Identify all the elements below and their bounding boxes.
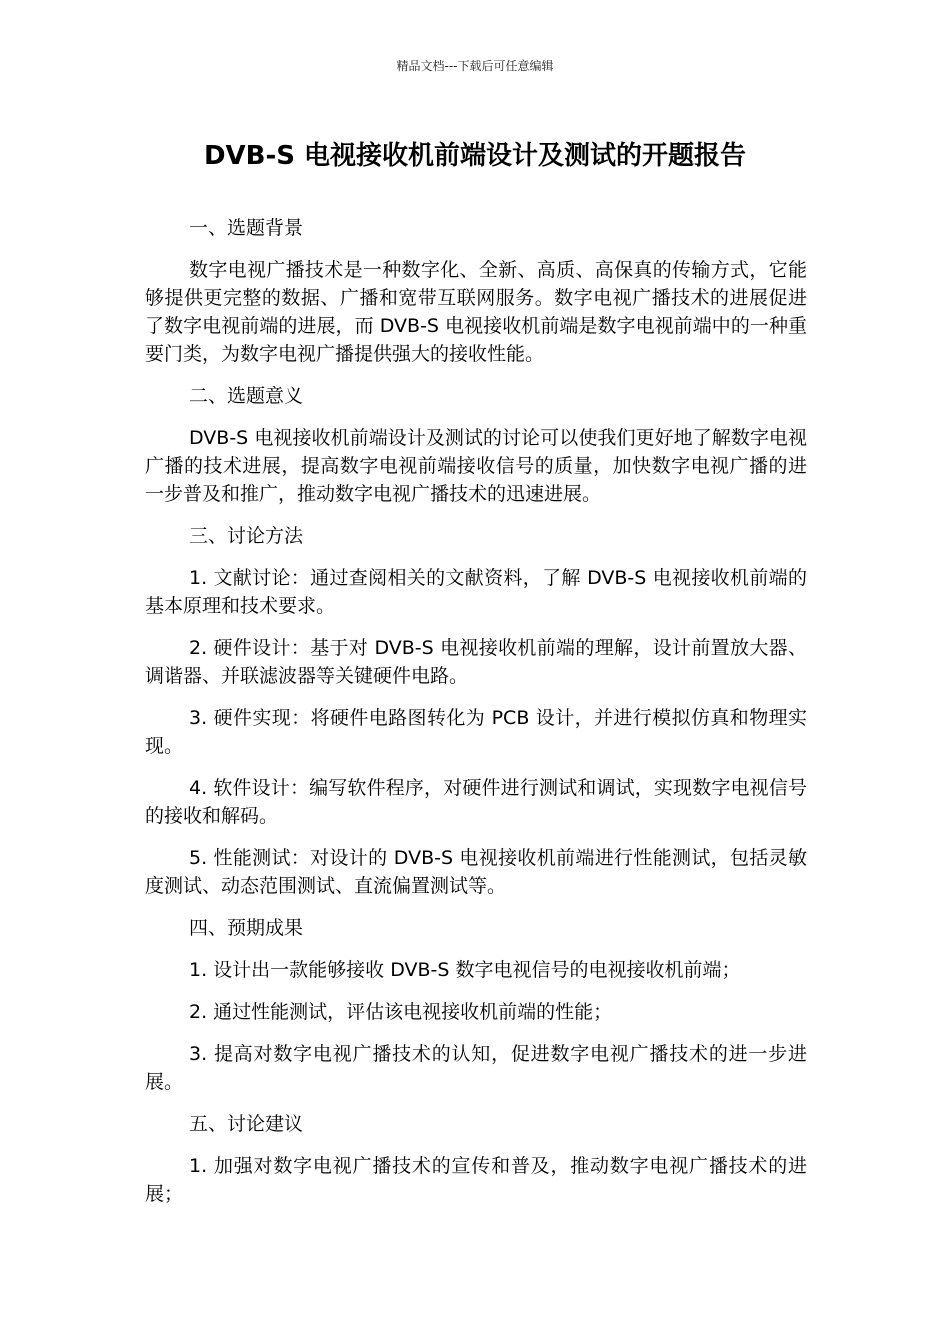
paragraph: 数字电视广播技术是一种数字化、全新、高质、高保真的传输方式，它能够提供更完整的数据、广播和宽带互联网服务。数字电视广播技术的进展促进了数字电视前端的进展，而 DVB-S 电视接收机前端是数字电视前端中的一种重要门类，为数字电视广播提供强大的接收性能。 bbox=[145, 259, 807, 365]
list-item: 2. 通过性能测试，评估该电视接收机前端的性能； bbox=[189, 1001, 613, 1023]
list-item: 1. 加强对数字电视广播技术的宣传和普及，推动数字电视广播技术的进展； bbox=[145, 1155, 807, 1205]
section-heading: 四、预期成果 bbox=[189, 917, 304, 939]
list-item: 4. 软件设计：编写软件程序，对硬件进行测试和调试，实现数字电视信号的接收和解码。 bbox=[145, 777, 807, 827]
document-title: DVB-S 电视接收机前端设计及测试的开题报告 bbox=[203, 141, 747, 171]
list-item: 3. 硬件实现：将硬件电路图转化为 PCB 设计，并进行模拟仿真和物理实现。 bbox=[145, 707, 807, 757]
list-item: 1. 设计出一款能够接收 DVB-S 数字电视信号的电视接收机前端； bbox=[189, 959, 741, 981]
section-heading: 五、讨论建议 bbox=[189, 1113, 304, 1135]
list-item: 1. 文献讨论：通过查阅相关的文献资料，了解 DVB-S 电视接收机前端的基本原理和技术要求。 bbox=[145, 567, 807, 617]
paragraph: DVB-S 电视接收机前端设计及测试的讨论可以使我们更好地了解数字电视广播的技术进展，提高数字电视前端接收信号的质量，加快数字电视广播的进一步普及和推广，推动数字电视广播技术的迅速进展。 bbox=[145, 427, 807, 505]
header-note: 精品文档---下载后可任意编辑 bbox=[396, 59, 554, 73]
section-heading: 一、选题背景 bbox=[189, 217, 304, 239]
list-item: 2. 硬件设计：基于对 DVB-S 电视接收机前端的理解，设计前置放大器、调谐器、并联滤波器等关键硬件电路。 bbox=[145, 637, 807, 687]
section-heading: 三、讨论方法 bbox=[189, 525, 304, 547]
section-heading: 二、选题意义 bbox=[189, 385, 304, 407]
list-item: 5. 性能测试：对设计的 DVB-S 电视接收机前端进行性能测试，包括灵敏度测试、动态范围测试、直流偏置测试等。 bbox=[145, 847, 807, 897]
document-body bbox=[145, 214, 807, 1222]
list-item: 3. 提高对数字电视广播技术的认知，促进数字电视广播技术的进一步进展。 bbox=[145, 1043, 807, 1093]
